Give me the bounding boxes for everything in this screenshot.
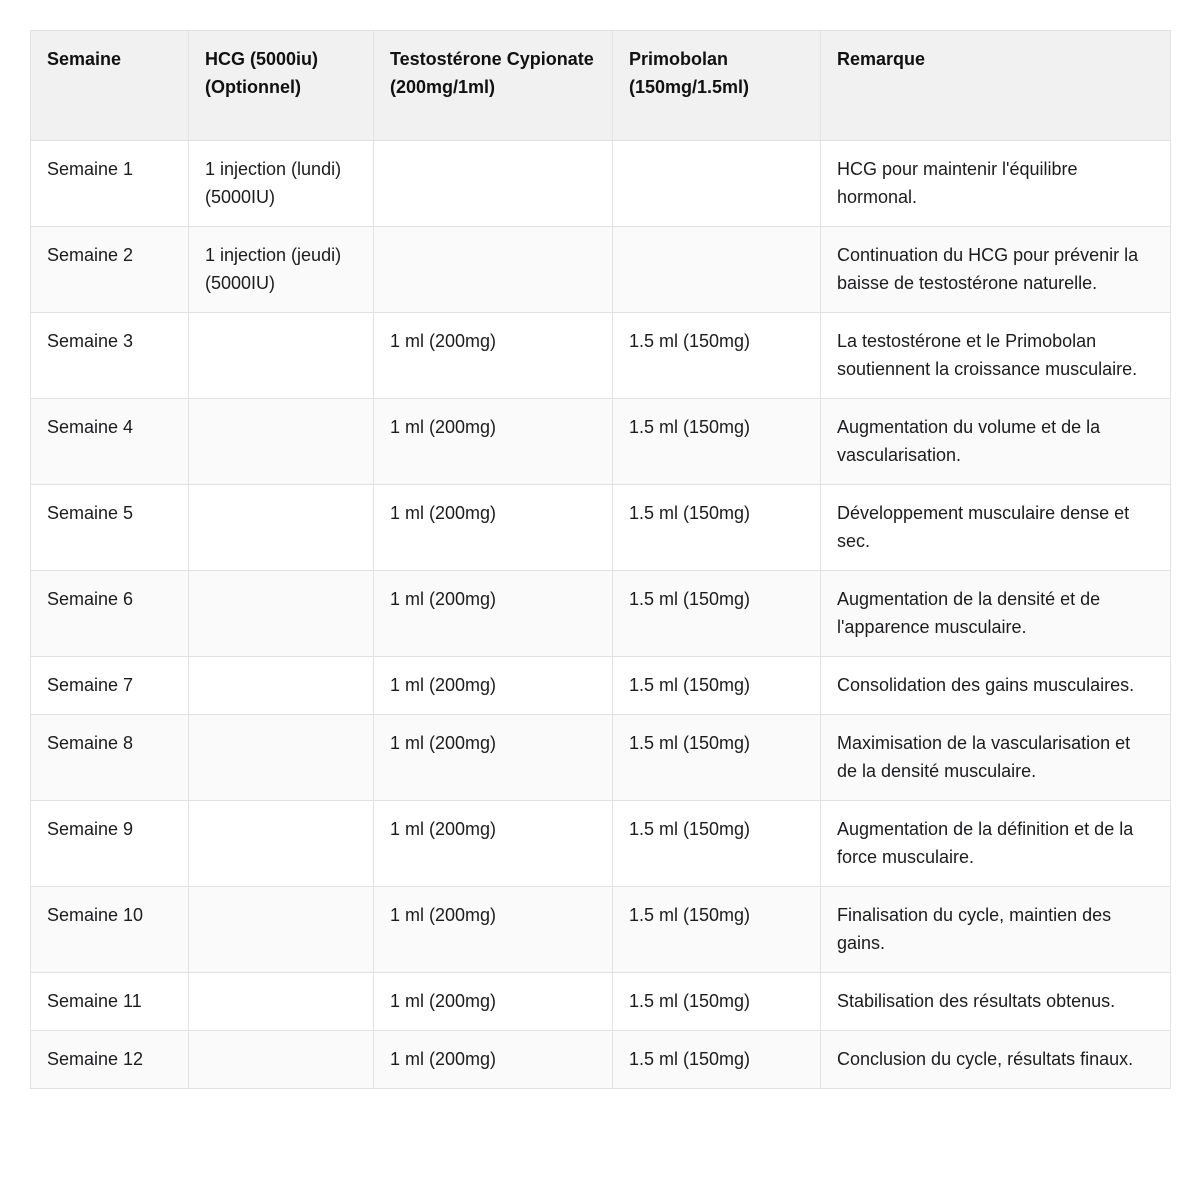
cell-hcg <box>189 399 374 485</box>
cell-testosterone: 1 ml (200mg) <box>374 485 613 571</box>
table-row <box>31 571 1171 657</box>
cell-testosterone <box>374 141 613 227</box>
cell-testosterone: 1 ml (200mg) <box>374 313 613 399</box>
cell-primobolan <box>613 141 821 227</box>
cell-primobolan: 1.5 ml (150mg) <box>613 973 821 1031</box>
table-row <box>31 973 1171 1031</box>
table-row <box>31 1031 1171 1089</box>
cell-hcg <box>189 313 374 399</box>
cell-semaine: Semaine 6 <box>31 571 189 657</box>
cell-remarque: La testostérone et le Primobolan soutiennent la croissance musculaire. <box>821 313 1171 399</box>
cell-semaine: Semaine 5 <box>31 485 189 571</box>
column-header-primobolan: Primobolan (150mg/1.5ml) <box>613 31 821 141</box>
cell-testosterone <box>374 227 613 313</box>
cell-hcg <box>189 571 374 657</box>
table-row <box>31 715 1171 801</box>
cell-primobolan: 1.5 ml (150mg) <box>613 485 821 571</box>
cell-hcg <box>189 887 374 973</box>
table-row <box>31 887 1171 973</box>
column-header-semaine: Semaine <box>31 31 189 141</box>
cell-remarque: Augmentation de la densité et de l'apparence musculaire. <box>821 571 1171 657</box>
cell-hcg: 1 injection (jeudi) (5000IU) <box>189 227 374 313</box>
cell-hcg <box>189 801 374 887</box>
cell-testosterone: 1 ml (200mg) <box>374 399 613 485</box>
table-header <box>31 31 1171 141</box>
table-body <box>31 141 1171 1089</box>
cell-primobolan: 1.5 ml (150mg) <box>613 399 821 485</box>
cell-hcg <box>189 1031 374 1089</box>
cell-remarque: Développement musculaire dense et sec. <box>821 485 1171 571</box>
column-header-testosterone: Testostérone Cypionate (200mg/1ml) <box>374 31 613 141</box>
cell-remarque: Augmentation du volume et de la vascularisation. <box>821 399 1171 485</box>
cell-semaine: Semaine 7 <box>31 657 189 715</box>
cell-remarque: Maximisation de la vascularisation et de la densité musculaire. <box>821 715 1171 801</box>
cell-remarque: Continuation du HCG pour prévenir la baisse de testostérone naturelle. <box>821 227 1171 313</box>
cell-primobolan: 1.5 ml (150mg) <box>613 887 821 973</box>
cell-semaine: Semaine 11 <box>31 973 189 1031</box>
cell-primobolan: 1.5 ml (150mg) <box>613 313 821 399</box>
cell-testosterone: 1 ml (200mg) <box>374 715 613 801</box>
column-header-hcg: HCG (5000iu) (Optionnel) <box>189 31 374 141</box>
cell-primobolan: 1.5 ml (150mg) <box>613 657 821 715</box>
table-row <box>31 227 1171 313</box>
table-row <box>31 801 1171 887</box>
cell-testosterone: 1 ml (200mg) <box>374 657 613 715</box>
cell-semaine: Semaine 3 <box>31 313 189 399</box>
cell-remarque: Augmentation de la définition et de la force musculaire. <box>821 801 1171 887</box>
table-row <box>31 485 1171 571</box>
cell-primobolan: 1.5 ml (150mg) <box>613 801 821 887</box>
cell-testosterone: 1 ml (200mg) <box>374 801 613 887</box>
cell-testosterone: 1 ml (200mg) <box>374 973 613 1031</box>
cell-testosterone: 1 ml (200mg) <box>374 571 613 657</box>
cycle-schedule-table <box>30 30 1171 1089</box>
cell-semaine: Semaine 10 <box>31 887 189 973</box>
cell-remarque: Conclusion du cycle, résultats finaux. <box>821 1031 1171 1089</box>
cell-remarque: Consolidation des gains musculaires. <box>821 657 1171 715</box>
column-header-remarque: Remarque <box>821 31 1171 141</box>
cell-primobolan <box>613 227 821 313</box>
cell-semaine: Semaine 8 <box>31 715 189 801</box>
cell-hcg <box>189 657 374 715</box>
cell-remarque: Stabilisation des résultats obtenus. <box>821 973 1171 1031</box>
cell-semaine: Semaine 2 <box>31 227 189 313</box>
cell-testosterone: 1 ml (200mg) <box>374 887 613 973</box>
header-row <box>31 31 1171 141</box>
cell-primobolan: 1.5 ml (150mg) <box>613 571 821 657</box>
cell-hcg: 1 injection (lundi) (5000IU) <box>189 141 374 227</box>
cell-primobolan: 1.5 ml (150mg) <box>613 715 821 801</box>
cell-semaine: Semaine 9 <box>31 801 189 887</box>
cell-remarque: HCG pour maintenir l'équilibre hormonal. <box>821 141 1171 227</box>
cell-hcg <box>189 715 374 801</box>
cell-hcg <box>189 973 374 1031</box>
cell-semaine: Semaine 12 <box>31 1031 189 1089</box>
table-row <box>31 313 1171 399</box>
cell-semaine: Semaine 4 <box>31 399 189 485</box>
cell-semaine: Semaine 1 <box>31 141 189 227</box>
cell-remarque: Finalisation du cycle, maintien des gains. <box>821 887 1171 973</box>
cell-primobolan: 1.5 ml (150mg) <box>613 1031 821 1089</box>
table-row <box>31 141 1171 227</box>
cell-testosterone: 1 ml (200mg) <box>374 1031 613 1089</box>
cell-hcg <box>189 485 374 571</box>
table-row <box>31 657 1171 715</box>
table-row <box>31 399 1171 485</box>
